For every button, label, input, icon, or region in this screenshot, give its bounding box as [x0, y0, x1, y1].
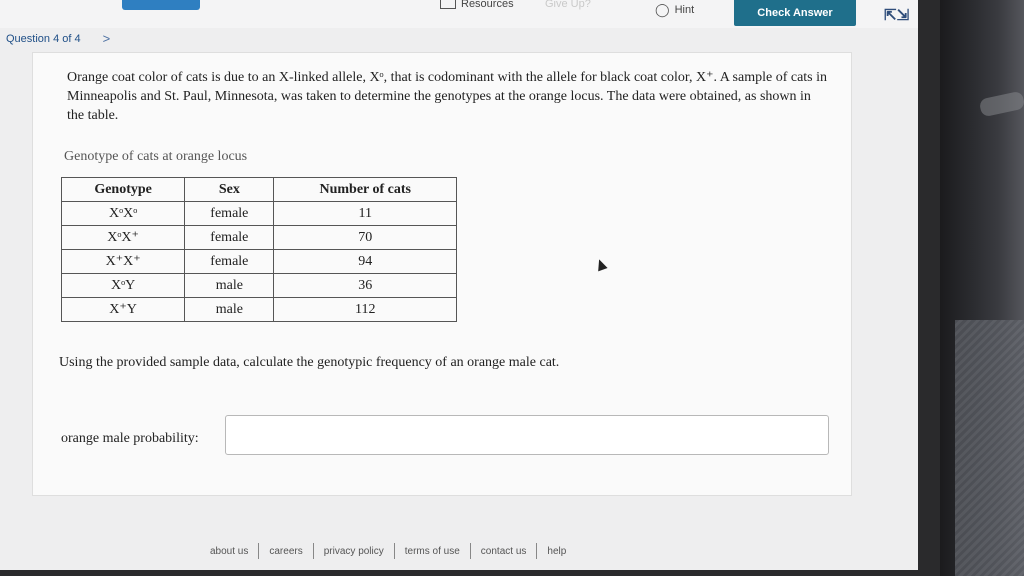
- cell-genotype: X⁺Y: [62, 298, 185, 322]
- question-text: Using the provided sample data, calculate the genotypic frequency of an orange male cat.: [59, 355, 560, 370]
- cell-count: 11: [274, 202, 457, 226]
- cell-sex: female: [185, 250, 274, 274]
- table-row: [62, 226, 457, 250]
- question-prompt: Orange coat color of cats is due to an X-linked allele, Xᵒ, that is codominant with the allele for black coat color, X⁺. A sample of cats in Minneapolis and St. Paul, Minnesota, was taken to determine the genotypes at the orange locus. The data were obtained, as shown in the table.: [67, 70, 828, 123]
- resources-label: Resources: [461, 0, 514, 10]
- genotype-table: [61, 177, 457, 322]
- background-fabric: [955, 320, 1024, 576]
- fullscreen-icon[interactable]: ⇱⇲: [884, 7, 910, 24]
- resources-button[interactable]: [440, 0, 514, 10]
- question-counter: Question 4 of 4: [6, 32, 81, 45]
- header-genotype: Genotype: [62, 178, 185, 202]
- hint-button[interactable]: [655, 2, 694, 18]
- cell-genotype: XᵒXᵒ: [62, 202, 185, 226]
- footer-link-privacy-policy[interactable]: privacy policy: [323, 545, 384, 557]
- cell-count: 70: [274, 226, 457, 250]
- table-row: [62, 202, 457, 226]
- cell-sex: female: [185, 226, 274, 250]
- footer-links: [200, 543, 576, 559]
- table-header-row: [62, 178, 457, 202]
- header-number-of-cats: Number of cats: [274, 178, 457, 202]
- answer-label: orange male probability:: [61, 431, 199, 446]
- resources-icon: [440, 0, 456, 9]
- table-row: [62, 298, 457, 322]
- orange-male-probability-input[interactable]: [225, 415, 829, 455]
- cell-count: 94: [274, 250, 457, 274]
- footer-link-about-us[interactable]: about us: [210, 545, 249, 557]
- check-answer-button[interactable]: Check Answer: [734, 0, 856, 26]
- give-up-label: Give Up?: [545, 0, 591, 10]
- question-card: [32, 52, 852, 496]
- header-sex: Sex: [185, 178, 274, 202]
- cell-genotype: XᵒY: [62, 274, 185, 298]
- table-row: [62, 250, 457, 274]
- next-question-chevron-icon[interactable]: >: [102, 31, 111, 46]
- footer-link-contact-us[interactable]: contact us: [480, 545, 527, 557]
- table-caption: Genotype of cats at orange locus: [64, 149, 248, 164]
- cell-genotype: X⁺X⁺: [62, 250, 185, 274]
- lightbulb-icon: ◯: [655, 2, 670, 17]
- footer-link-help[interactable]: help: [547, 545, 567, 557]
- question-nav: [6, 31, 110, 46]
- footer-link-terms-of-use[interactable]: terms of use: [404, 545, 460, 557]
- cell-count: 36: [274, 274, 457, 298]
- cell-sex: female: [185, 202, 274, 226]
- cell-sex: male: [185, 298, 274, 322]
- give-up-button[interactable]: [545, 0, 591, 10]
- top-left-button[interactable]: [122, 0, 200, 10]
- cell-sex: male: [185, 274, 274, 298]
- table-row: [62, 274, 457, 298]
- hint-label: Hint: [674, 4, 695, 16]
- cell-count: 112: [274, 298, 457, 322]
- cell-genotype: XᵒX⁺: [62, 226, 185, 250]
- footer-link-careers[interactable]: careers: [269, 545, 303, 557]
